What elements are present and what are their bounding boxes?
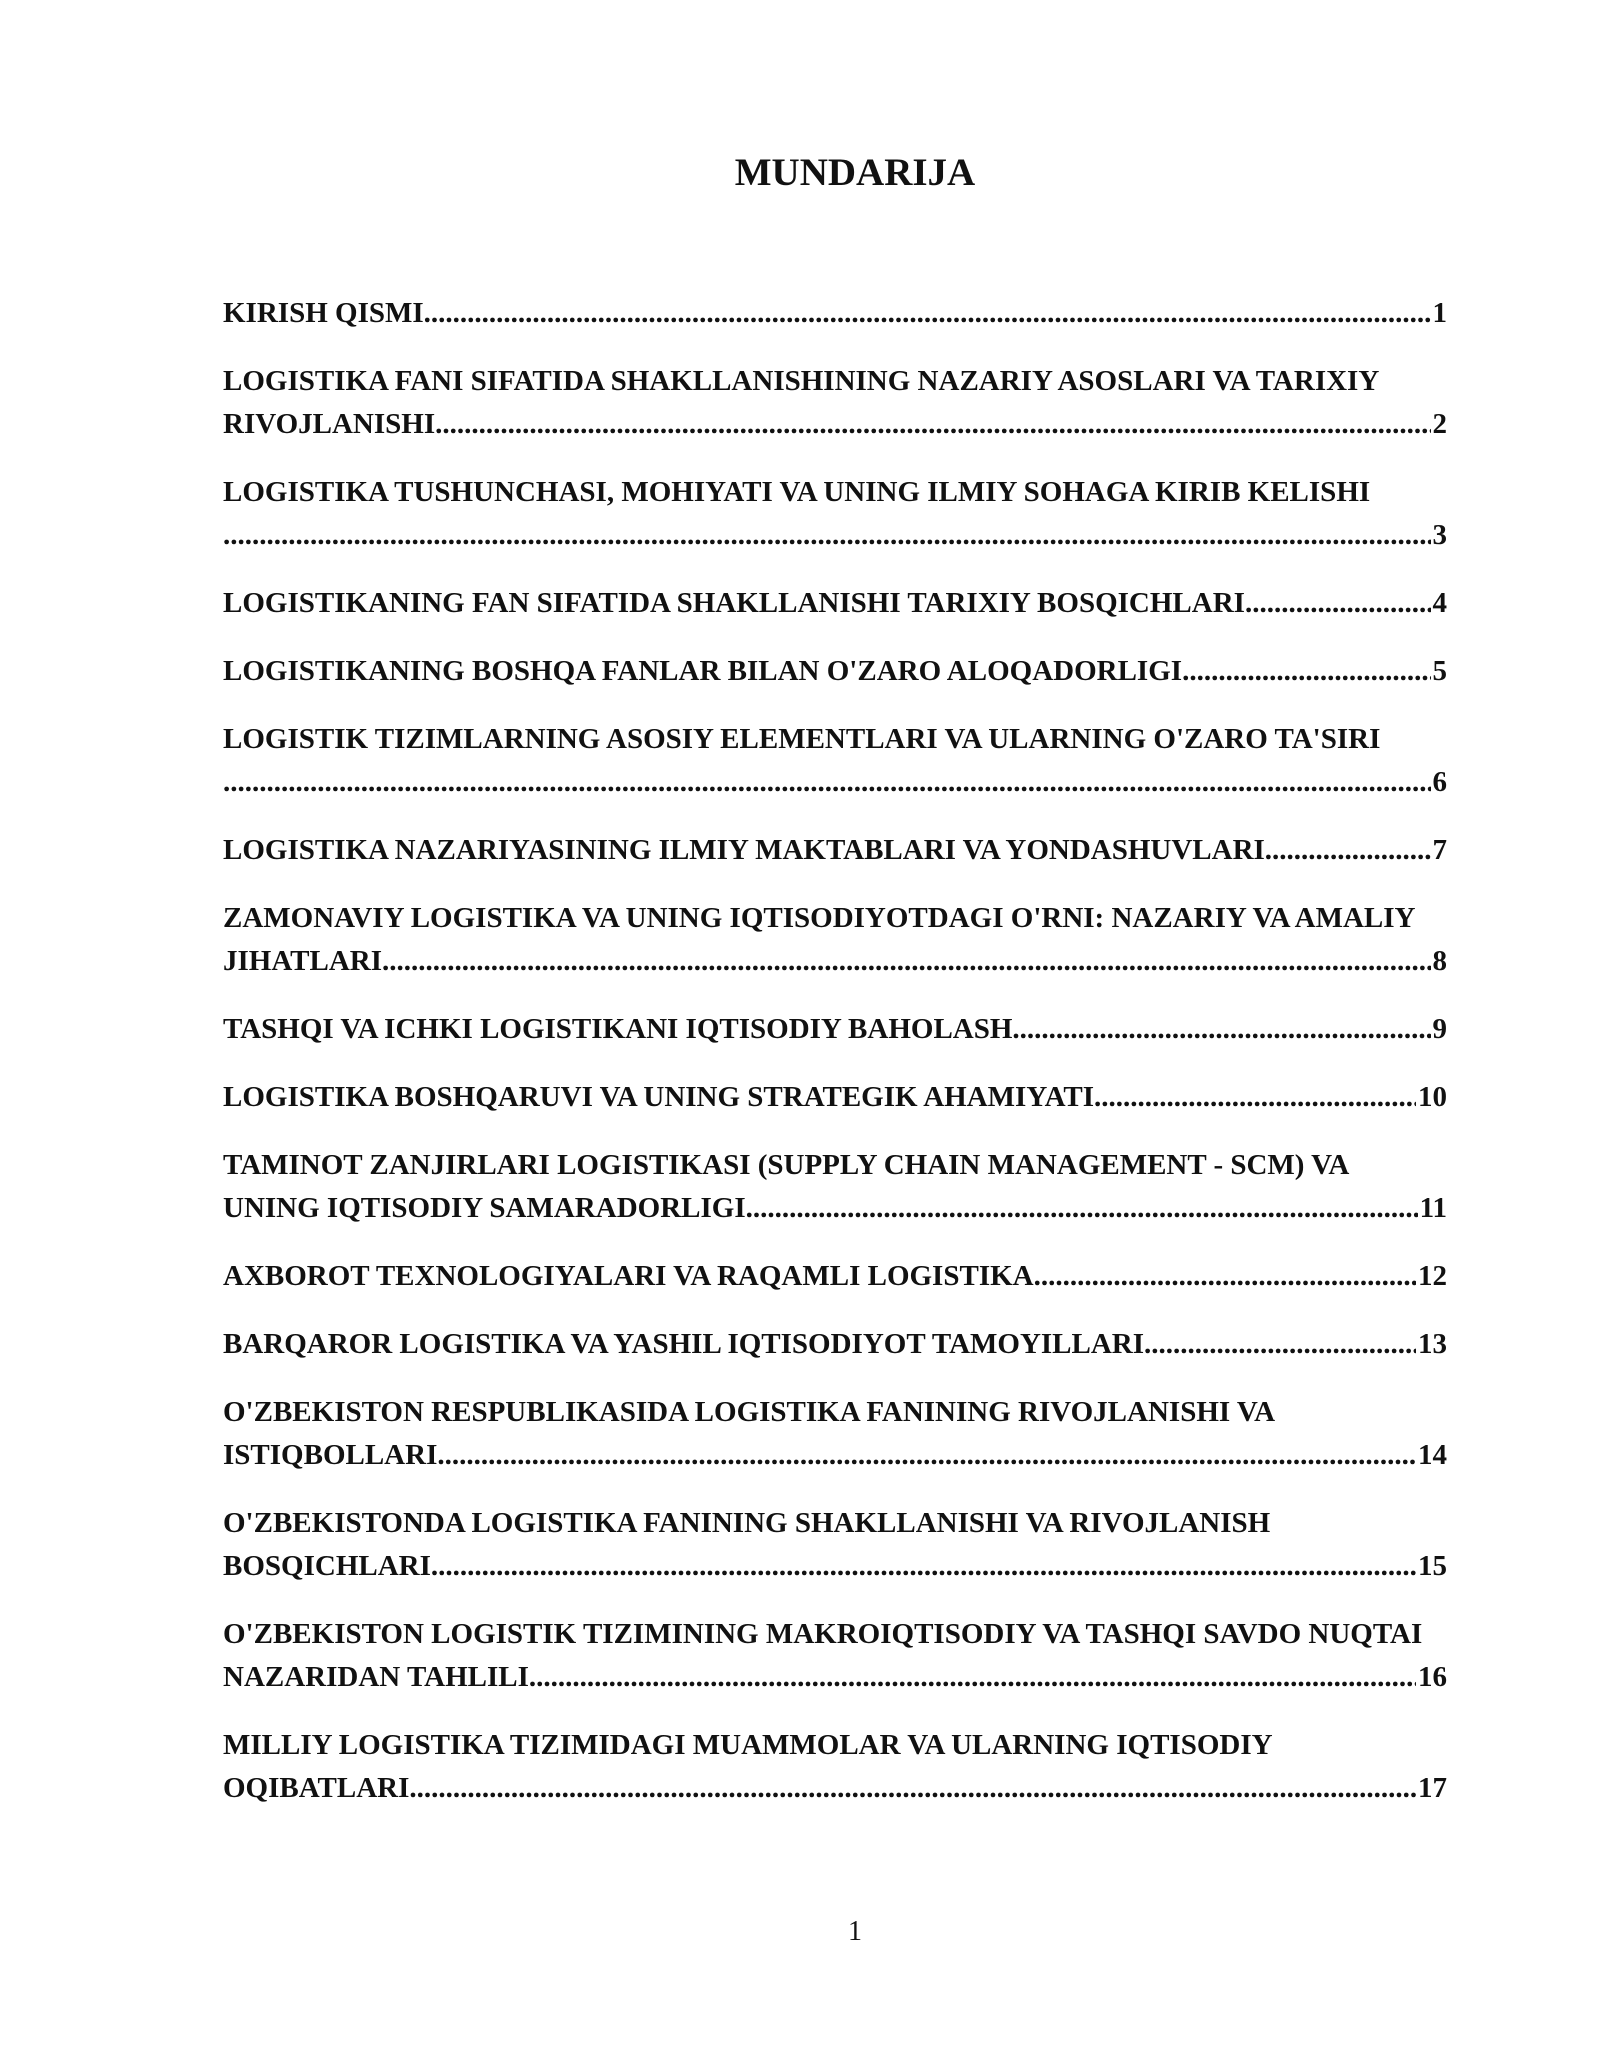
toc-entry-title: LOGISTIKA TUSHUNCHASI, MOHIYATI VA UNING ILMIY SOHAGA KIRIB KELISHI <box>223 476 1371 508</box>
toc-entry-page: 12 <box>1416 1255 1447 1298</box>
toc-entry-modern-logistics[interactable] <box>223 897 1447 983</box>
toc-entry-title: LOGISTIKANING BOSHQA FANLAR BILAN O'ZARO ALOQADORLIGI ..... <box>223 655 1182 687</box>
toc-entry-system-elements[interactable] <box>223 718 1447 804</box>
toc-entry-page: 14 <box>1416 1434 1447 1477</box>
toc-entry-page: 13 <box>1416 1323 1447 1366</box>
toc-entry-page: 6 <box>1431 761 1448 804</box>
toc-entry-title: O'ZBEKISTON RESPUBLIKASIDA LOGISTIKA FANINING RIVOJLANISHI VA ISTIQBOLLARI ..... <box>223 1396 1273 1471</box>
toc-entry-historical-stages[interactable] <box>223 582 1447 625</box>
toc-entry-title: KIRISH QISMI ..... <box>223 297 424 329</box>
toc-entry-page: 17 <box>1416 1767 1447 1810</box>
toc-entry-page: 11 <box>1418 1187 1447 1230</box>
toc-entry-title: AXBOROT TEXNOLOGIYALARI VA RAQAMLI LOGISTIKA ..... <box>223 1260 1034 1292</box>
toc-entry-theoretical-foundations[interactable] <box>223 360 1447 446</box>
toc-entry-uzbekistan-analysis[interactable] <box>223 1613 1447 1699</box>
toc-entry-page: 5 <box>1431 650 1448 693</box>
toc-entry-title: TAMINOT ZANJIRLARI LOGISTIKASI (SUPPLY CHAIN MANAGEMENT - SCM) VA UNING IQTISODIY SAMARADORLIGI ..... <box>223 1149 1348 1224</box>
toc-entry-title: LOGISTIK TIZIMLARNING ASOSIY ELEMENTLARI VA ULARNING O'ZARO TA'SIRI <box>223 723 1381 755</box>
toc-entry-page: 2 <box>1431 403 1448 446</box>
toc-entry-uzbekistan-development[interactable] <box>223 1391 1447 1477</box>
toc-entry-page: 3 <box>1431 514 1448 557</box>
toc-entry-page: 9 <box>1431 1008 1448 1051</box>
table-of-contents <box>223 292 1447 1835</box>
toc-leader-dots <box>223 514 1447 557</box>
toc-entry-page: 10 <box>1416 1076 1447 1119</box>
toc-entry-concept[interactable] <box>223 471 1447 557</box>
toc-entry-page: 4 <box>1431 582 1448 625</box>
toc-entry-digital-logistics[interactable] <box>223 1255 1447 1298</box>
toc-entry-title: O'ZBEKISTON LOGISTIK TIZIMINING MAKROIQTISODIY VA TASHQI SAVDO NUQTAI NAZARIDAN TAHLILI ..... <box>223 1618 1422 1693</box>
toc-entry-page: 8 <box>1431 940 1448 983</box>
footer-page-number: 1 <box>848 1916 862 1947</box>
toc-entry-intro[interactable] <box>223 292 1447 335</box>
toc-entry-scientific-schools[interactable] <box>223 829 1447 872</box>
toc-leader-dots <box>223 761 1447 804</box>
toc-entry-title: LOGISTIKA FANI SIFATIDA SHAKLLANISHINING NAZARIY ASOSLARI VA TARIXIY RIVOJLANISHI ..... <box>223 365 1378 440</box>
toc-entry-page: 7 <box>1431 829 1448 872</box>
toc-entry-page: 16 <box>1416 1656 1447 1699</box>
toc-entry-title: BARQAROR LOGISTIKA VA YASHIL IQTISODIYOT TAMOYILLARI ..... <box>223 1328 1144 1360</box>
toc-entry-title: MILLIY LOGISTIKA TIZIMIDAGI MUAMMOLAR VA ULARNING IQTISODIY OQIBATLARI ..... <box>223 1729 1271 1804</box>
toc-entry-title: LOGISTIKA BOSHQARUVI VA UNING STRATEGIK AHAMIYATI ..... <box>223 1081 1094 1113</box>
page-title: MUNDARIJA <box>734 151 976 194</box>
toc-entry-title: LOGISTIKANING FAN SIFATIDA SHAKLLANISHI TARIXIY BOSQICHLARI ..... <box>223 587 1245 619</box>
toc-entry-title: ZAMONAVIY LOGISTIKA VA UNING IQTISODIYOTDAGI O'RNI: NAZARIY VA AMALIY JIHATLARI ..... <box>223 902 1414 977</box>
toc-entry-title: LOGISTIKA NAZARIYASINING ILMIY MAKTABLARI VA YONDASHUVLARI ..... <box>223 834 1265 866</box>
toc-entry-title: O'ZBEKISTONDA LOGISTIKA FANINING SHAKLLANISHI VA RIVOJLANISH BOSQICHLARI ..... <box>223 1507 1270 1582</box>
toc-entry-title: TASHQI VA ICHKI LOGISTIKANI IQTISODIY BAHOLASH ..... <box>223 1013 1012 1045</box>
toc-entry-page: 15 <box>1416 1545 1447 1588</box>
toc-entry-economic-evaluation[interactable] <box>223 1008 1447 1051</box>
toc-entry-national-problems[interactable] <box>223 1724 1447 1810</box>
toc-entry-supply-chain[interactable] <box>223 1144 1447 1230</box>
toc-entry-management[interactable] <box>223 1076 1447 1119</box>
toc-entry-uzbekistan-stages[interactable] <box>223 1502 1447 1588</box>
toc-entry-interdisciplinary[interactable] <box>223 650 1447 693</box>
toc-entry-sustainable-logistics[interactable] <box>223 1323 1447 1366</box>
toc-entry-page: 1 <box>1431 292 1448 335</box>
